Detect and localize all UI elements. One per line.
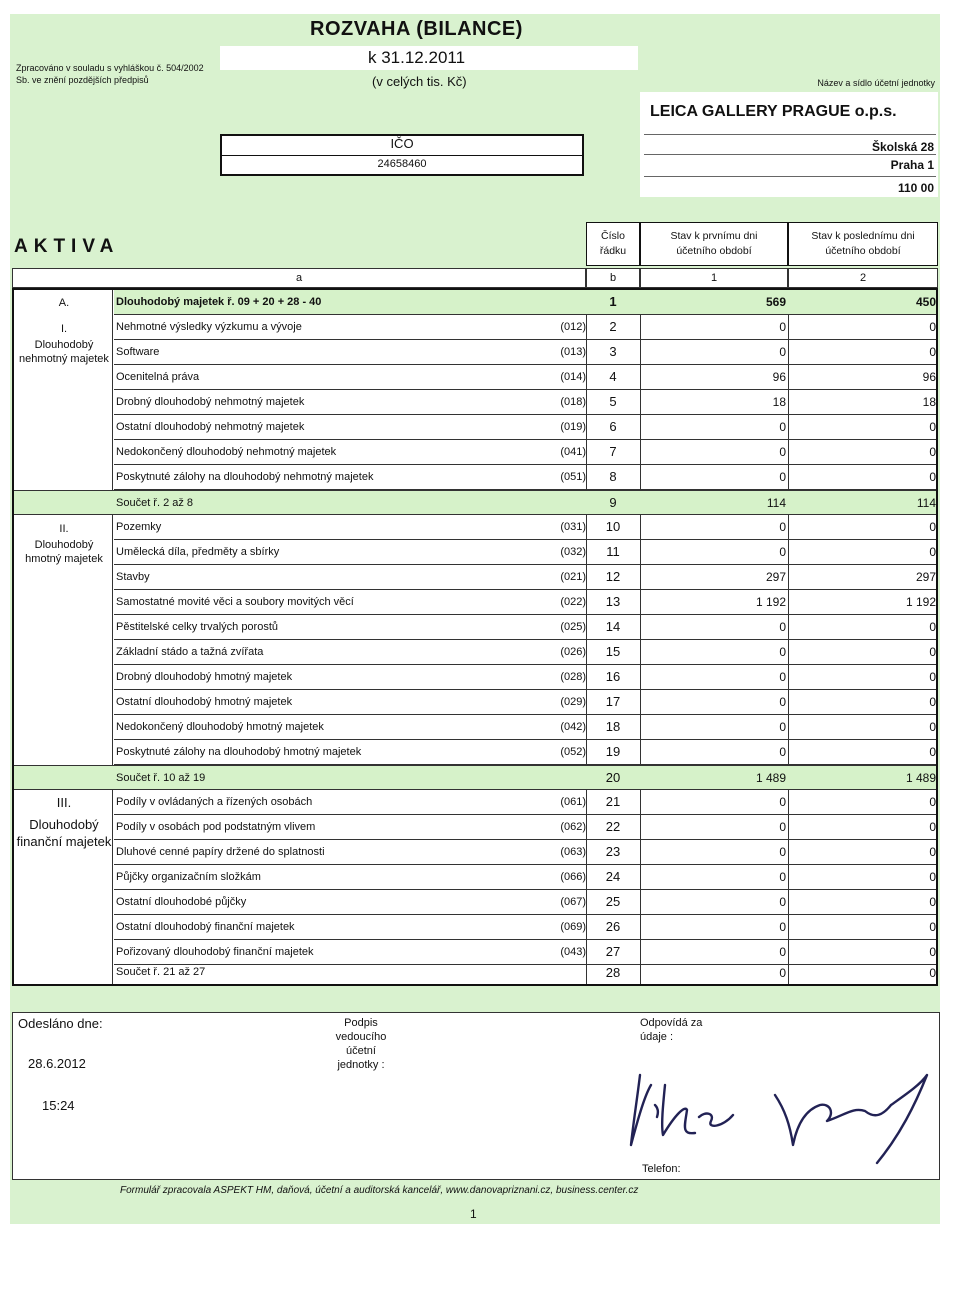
row-name: Dlouhodobý majetek ř. 09 + 20 + 28 - 40 — [116, 296, 322, 308]
table-row — [114, 540, 936, 565]
row-value-first: 0 — [779, 945, 786, 959]
row-value-first: 1 192 — [755, 595, 786, 609]
row-value-first: 0 — [779, 470, 786, 484]
row-code: (028) — [560, 671, 586, 683]
row-value-last: 0 — [929, 720, 936, 734]
assets-table — [12, 288, 938, 986]
row-name: Základní stádo a tažná zvířata — [116, 646, 264, 658]
legal-note: Zpracováno v souladu s vyhláškou č. 504/2002 Sb. ve znění pozdějších předpisů — [16, 63, 204, 85]
table-row — [114, 565, 936, 590]
responsible-label: Odpovídá za údaje : — [640, 1017, 703, 1043]
sent-label: Odesláno dne: — [18, 1016, 103, 1031]
last-day-header: Stav k poslednímu dni účetního období — [788, 222, 938, 266]
row-value-last: 1 192 — [905, 595, 936, 609]
row-value-first: 0 — [779, 920, 786, 934]
row-name: Samostatné movité věci a soubory movitých věcí — [116, 596, 354, 608]
group-iii-name: Dlouhodobý finanční majetek — [16, 817, 112, 849]
row-value-first: 0 — [779, 745, 786, 759]
row-value-last: 0 — [929, 920, 936, 934]
row-value-first: 0 — [779, 670, 786, 684]
row-value-first: 0 — [779, 520, 786, 534]
row-name: Ostatní dlouhodobý nehmotný majetek — [116, 421, 305, 433]
row-line: 21 — [605, 794, 621, 809]
table-row — [114, 665, 936, 690]
row-code: (026) — [560, 646, 586, 658]
row-value-first: 0 — [779, 545, 786, 559]
row-name: Součet ř. 2 až 8 — [116, 497, 194, 509]
row-name: Poskytnuté zálohy na dlouhodobý nehmotný majetek — [116, 471, 374, 483]
sent-time: 15:24 — [42, 1098, 75, 1113]
row-name: Podíly v ovládaných a řízených osobách — [116, 796, 313, 808]
row-value-last: 114 — [916, 496, 936, 510]
table-row — [114, 290, 936, 315]
entity-divider — [644, 176, 936, 177]
row-code: (025) — [560, 621, 586, 633]
row-line: 8 — [609, 469, 617, 484]
entity-street: Školská 28 — [871, 140, 934, 154]
row-value-first: 0 — [779, 820, 786, 834]
table-row — [114, 365, 936, 390]
handwritten-signature — [615, 1055, 945, 1175]
row-value-last: 0 — [929, 870, 936, 884]
col-b-label: b — [586, 268, 640, 288]
row-value-last: 0 — [929, 795, 936, 809]
table-row-subtotal — [14, 490, 936, 515]
row-name: Poskytnuté zálohy na dlouhodobý hmotný majetek — [116, 746, 362, 758]
row-line: 16 — [605, 669, 621, 684]
entity-postal: 110 00 — [897, 181, 934, 195]
row-value-last: 0 — [929, 895, 936, 909]
row-value-last: 0 — [929, 745, 936, 759]
table-row — [114, 815, 936, 840]
row-value-first: 0 — [779, 345, 786, 359]
row-value-first: 0 — [779, 445, 786, 459]
row-value-first: 114 — [766, 496, 786, 510]
row-code: (063) — [560, 846, 586, 858]
group-ii-label: II. — [59, 523, 69, 535]
table-row — [114, 715, 936, 740]
row-code: (062) — [560, 821, 586, 833]
table-row — [114, 963, 936, 984]
section-title: AKTIVA — [14, 236, 120, 257]
first-day-header: Stav k prvnímu dni účetního období — [640, 222, 788, 266]
row-name: Nedokončený dlouhodobý nehmotný majetek — [116, 446, 337, 458]
row-code: (021) — [560, 571, 586, 583]
group-i-name: Dlouhodobý nehmotný majetek — [19, 339, 109, 365]
ico-value: 24658460 — [377, 158, 427, 170]
row-name: Nedokončený dlouhodobý hmotný majetek — [116, 721, 324, 733]
row-line: 24 — [605, 869, 621, 884]
row-name: Pozemky — [116, 521, 162, 533]
row-code: (019) — [560, 421, 586, 433]
table-row — [114, 840, 936, 865]
ico-divider — [222, 155, 582, 156]
row-value-last: 0 — [929, 520, 936, 534]
table-row — [114, 390, 936, 415]
table-row — [114, 465, 936, 490]
row-line: 9 — [609, 495, 617, 510]
row-code: (066) — [560, 871, 586, 883]
row-value-last: 450 — [915, 295, 936, 309]
row-name: Drobný dlouhodobý nehmotný majetek — [116, 396, 305, 408]
table-row — [114, 790, 936, 815]
ico-label: IČO — [390, 136, 414, 151]
row-line: 4 — [609, 369, 617, 384]
row-name: Nehmotné výsledky výzkumu a vývoje — [116, 321, 302, 333]
row-value-last: 0 — [929, 545, 936, 559]
row-code: (032) — [560, 546, 586, 558]
row-name: Drobný dlouhodobý hmotný majetek — [116, 671, 293, 683]
row-code: (069) — [560, 921, 586, 933]
entity-divider — [644, 134, 936, 135]
page-number: 1 — [470, 1207, 477, 1221]
row-code: (012) — [560, 321, 586, 333]
entity-label: Název a sídlo účetní jednotky — [817, 78, 935, 88]
row-line: 26 — [605, 919, 621, 934]
table-row — [114, 865, 936, 890]
row-name: Stavby — [116, 571, 150, 583]
row-value-first: 0 — [779, 845, 786, 859]
row-name: Pěstitelské celky trvalých porostů — [116, 621, 279, 633]
row-name: Ostatní dlouhodobé půjčky — [116, 896, 247, 908]
table-row — [114, 440, 936, 465]
row-value-first: 0 — [779, 895, 786, 909]
row-code: (014) — [560, 371, 586, 383]
row-line: 28 — [605, 965, 621, 980]
phone-label: Telefon: — [642, 1163, 681, 1175]
document-title: ROZVAHA (BILANCE) — [310, 18, 523, 40]
table-row — [114, 915, 936, 940]
row-name: Ocenitelná práva — [116, 371, 200, 383]
table-row-subtotal — [14, 765, 936, 790]
row-line: 6 — [609, 419, 617, 434]
row-value-first: 0 — [779, 620, 786, 634]
row-code: (043) — [560, 946, 586, 958]
row-value-first: 0 — [779, 795, 786, 809]
table-row — [114, 315, 936, 340]
row-value-last: 0 — [929, 470, 936, 484]
row-code: (022) — [560, 596, 586, 608]
row-line: 3 — [609, 344, 617, 359]
row-value-first: 0 — [779, 645, 786, 659]
row-value-last: 96 — [922, 370, 936, 384]
row-value-last: 18 — [922, 395, 936, 409]
row-code: (029) — [560, 696, 586, 708]
row-value-last: 0 — [929, 620, 936, 634]
table-row — [114, 515, 936, 540]
sent-date: 28.6.2012 — [28, 1056, 86, 1071]
row-line: 5 — [609, 394, 617, 409]
row-name: Ostatní dlouhodobý finanční majetek — [116, 921, 295, 933]
table-row — [114, 590, 936, 615]
row-value-last: 0 — [929, 670, 936, 684]
row-name: Software — [116, 346, 160, 358]
row-value-last: 0 — [929, 645, 936, 659]
row-line: 20 — [605, 770, 621, 785]
row-line: 19 — [605, 744, 621, 759]
row-name: Podíly v osobách pod podstatným vlivem — [116, 821, 316, 833]
row-value-last: 0 — [929, 420, 936, 434]
row-name: Umělecká díla, předměty a sbírky — [116, 546, 280, 558]
table-row — [114, 340, 936, 365]
table-row — [114, 640, 936, 665]
row-code: (067) — [560, 896, 586, 908]
group-a-letter: A. — [58, 297, 70, 309]
entity-divider — [644, 154, 936, 155]
row-line: 22 — [605, 819, 621, 834]
row-name: Půjčky organizačním složkám — [116, 871, 261, 883]
row-value-last: 1 489 — [905, 771, 936, 785]
form-note: Formulář zpracovala ASPEKT HM, daňová, účetní a auditorská kancelář, www.danovapriznani.cz, business.center.cz — [120, 1185, 639, 1196]
group-i-label: I. — [60, 323, 68, 335]
row-value-first: 1 489 — [755, 771, 786, 785]
column-divider — [112, 290, 113, 984]
row-value-first: 297 — [765, 570, 786, 584]
row-name: Součet ř. 10 až 19 — [116, 772, 206, 784]
row-line: 14 — [605, 619, 621, 634]
row-value-first: 0 — [779, 420, 786, 434]
entity-name: LEICA GALLERY PRAGUE o.p.s. — [650, 103, 897, 120]
row-value-last: 0 — [929, 820, 936, 834]
col-a-label: a — [12, 268, 586, 288]
table-row — [114, 940, 936, 965]
row-code: (061) — [560, 796, 586, 808]
group-ii-name: Dlouhodobý hmotný majetek — [25, 539, 103, 565]
line-number-header: Číslo řádku — [586, 222, 640, 266]
row-line: 11 — [606, 544, 620, 559]
row-line: 23 — [605, 844, 621, 859]
row-value-first: 18 — [772, 395, 786, 409]
row-value-last: 0 — [929, 445, 936, 459]
row-line: 17 — [605, 694, 621, 709]
table-row — [114, 740, 936, 765]
row-value-first: 0 — [779, 320, 786, 334]
table-row — [114, 615, 936, 640]
row-code: (052) — [560, 746, 586, 758]
row-value-last: 0 — [929, 345, 936, 359]
row-code: (042) — [560, 721, 586, 733]
row-value-last: 297 — [915, 570, 936, 584]
row-code: (031) — [560, 521, 586, 533]
row-code: (013) — [560, 346, 586, 358]
row-value-first: 0 — [779, 720, 786, 734]
col-2-label: 2 — [788, 268, 938, 288]
row-code: (041) — [560, 446, 586, 458]
signature-label: Podpis vedoucího účetní jednotky : — [335, 1017, 387, 1071]
row-value-first: 0 — [779, 966, 786, 980]
row-line: 18 — [605, 719, 621, 734]
row-value-first: 96 — [772, 370, 786, 384]
row-line: 13 — [605, 594, 621, 609]
table-row — [114, 415, 936, 440]
group-iii-label: III. — [56, 795, 72, 810]
row-code: (018) — [560, 396, 586, 408]
row-line: 25 — [605, 894, 621, 909]
row-line: 12 — [605, 569, 621, 584]
row-value-last: 0 — [929, 320, 936, 334]
row-name: Dluhové cenné papíry držené do splatnosti — [116, 846, 325, 858]
row-line: 15 — [605, 644, 621, 659]
table-row — [114, 690, 936, 715]
row-name: Součet ř. 21 až 27 — [116, 966, 206, 978]
row-value-last: 0 — [929, 695, 936, 709]
row-value-last: 0 — [929, 966, 936, 980]
row-line: 2 — [609, 319, 617, 334]
units-note: (v celých tis. Kč) — [372, 74, 467, 89]
balance-date: k 31.12.2011 — [368, 48, 466, 67]
row-line: 27 — [605, 944, 621, 959]
row-code: (051) — [560, 471, 586, 483]
row-value-first: 0 — [779, 695, 786, 709]
row-line: 10 — [605, 519, 621, 534]
table-row — [114, 890, 936, 915]
row-value-last: 0 — [929, 845, 936, 859]
row-value-first: 569 — [765, 295, 786, 309]
row-line: 1 — [609, 294, 617, 309]
row-value-first: 0 — [779, 870, 786, 884]
row-line: 7 — [609, 444, 617, 459]
row-value-last: 0 — [929, 945, 936, 959]
col-1-label: 1 — [640, 268, 788, 288]
entity-city: Praha 1 — [890, 158, 934, 172]
row-name: Pořizovaný dlouhodobý finanční majetek — [116, 946, 314, 958]
row-name: Ostatní dlouhodobý hmotný majetek — [116, 696, 293, 708]
